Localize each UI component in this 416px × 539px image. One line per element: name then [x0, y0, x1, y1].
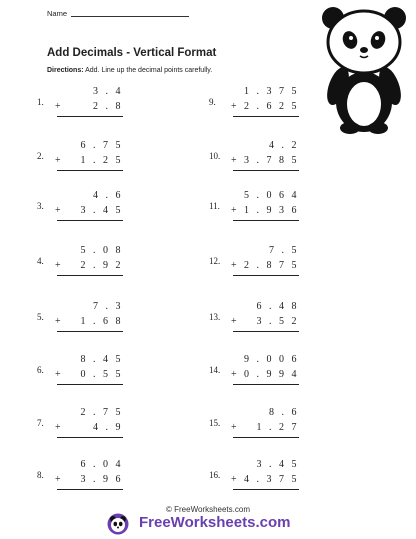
problem-number: 14.: [209, 365, 221, 375]
addend-top: 8 . 6: [269, 407, 299, 418]
addend-bottom: 2 . 8: [93, 101, 123, 112]
addend-bottom: 1 . 2 7: [256, 422, 299, 433]
addend-top: 6 . 7 5: [80, 140, 123, 151]
name-blank-line: [71, 16, 189, 17]
problem-number: 8.: [37, 470, 44, 480]
problem-4: [37, 243, 197, 283]
addend-top: 2 . 7 5: [80, 407, 123, 418]
addend-bottom: 2 . 8 7 5: [244, 260, 299, 271]
name-field: [47, 9, 189, 18]
footer-brand[interactable]: [107, 513, 307, 535]
brand-name: FreeWorksheets.com: [139, 514, 291, 531]
problem-number: 9.: [209, 97, 216, 107]
answer-line: [57, 275, 123, 276]
problem-16: [209, 457, 369, 497]
problem-7: [37, 405, 197, 445]
answer-line: [57, 437, 123, 438]
directions-text: Add. Line up the decimal points carefully.: [85, 67, 213, 74]
addend-bottom: 1 . 9 3 6: [244, 205, 299, 216]
addend-top: 6 . 4 8: [256, 301, 299, 312]
addend-bottom: 3 . 7 8 5: [244, 155, 299, 166]
problem-number: 3.: [37, 201, 44, 211]
plus-sign: +: [231, 422, 237, 433]
problem-1: [37, 84, 197, 124]
addend-top: 3 . 4 5: [256, 459, 299, 470]
problem-number: 2.: [37, 151, 44, 161]
addend-top: 5 . 0 8: [80, 245, 123, 256]
copyright-text: © FreeWorksheets.com: [166, 505, 250, 514]
addend-top: 7 . 3: [93, 301, 123, 312]
answer-line: [233, 437, 299, 438]
addend-bottom: 3 . 4 5: [80, 205, 123, 216]
answer-line: [233, 116, 299, 117]
problem-number: 7.: [37, 418, 44, 428]
answer-line: [57, 116, 123, 117]
addend-bottom: 0 . 9 9 4: [244, 369, 299, 380]
plus-sign: +: [55, 260, 61, 271]
problem-number: 13.: [209, 312, 221, 322]
addend-bottom: 3 . 9 6: [80, 474, 123, 485]
addend-top: 9 . 0 0 6: [244, 354, 299, 365]
problem-number: 1.: [37, 97, 44, 107]
plus-sign: +: [55, 474, 61, 485]
plus-sign: +: [55, 369, 61, 380]
panda-logo-icon: [107, 513, 129, 535]
addend-top: 4 . 2: [269, 140, 299, 151]
problem-12: [209, 243, 369, 283]
plus-sign: +: [231, 205, 237, 216]
plus-sign: +: [231, 369, 237, 380]
problem-number: 15.: [209, 418, 221, 428]
problem-number: 12.: [209, 256, 221, 266]
plus-sign: +: [231, 260, 237, 271]
addend-top: 8 . 4 5: [80, 354, 123, 365]
plus-sign: +: [55, 205, 61, 216]
problem-6: [37, 352, 197, 392]
problem-2: [37, 138, 197, 178]
answer-line: [57, 331, 123, 332]
worksheet-title: Add Decimals - Vertical Format: [47, 47, 217, 59]
addend-bottom: 4 . 9: [93, 422, 123, 433]
plus-sign: +: [231, 101, 237, 112]
addend-bottom: 3 . 5 2: [256, 316, 299, 327]
plus-sign: +: [231, 474, 237, 485]
answer-line: [233, 331, 299, 332]
plus-sign: +: [231, 155, 237, 166]
plus-sign: +: [231, 316, 237, 327]
problem-number: 10.: [209, 151, 221, 161]
answer-line: [57, 489, 123, 490]
problem-number: 4.: [37, 256, 44, 266]
addend-top: 1 . 3 7 5: [244, 86, 299, 97]
addend-bottom: 1 . 2 5: [80, 155, 123, 166]
addend-top: 5 . 0 6 4: [244, 190, 299, 201]
problem-number: 5.: [37, 312, 44, 322]
problem-9: [209, 84, 369, 124]
plus-sign: +: [55, 422, 61, 433]
problem-10: [209, 138, 369, 178]
answer-line: [233, 275, 299, 276]
problem-number: 16.: [209, 470, 221, 480]
answer-line: [57, 384, 123, 385]
addend-top: 3 . 4: [93, 86, 123, 97]
problem-number: 11.: [209, 201, 220, 211]
problem-15: [209, 405, 369, 445]
addend-bottom: 2 . 9 2: [80, 260, 123, 271]
answer-line: [57, 170, 123, 171]
directions-label: Directions:: [47, 67, 84, 74]
problem-3: [37, 188, 197, 228]
addend-bottom: 1 . 6 8: [80, 316, 123, 327]
plus-sign: +: [55, 101, 61, 112]
addend-bottom: 0 . 5 5: [80, 369, 123, 380]
problem-11: [209, 188, 369, 228]
answer-line: [233, 384, 299, 385]
problem-number: 6.: [37, 365, 44, 375]
answer-line: [233, 170, 299, 171]
answer-line: [233, 220, 299, 221]
plus-sign: +: [55, 155, 61, 166]
addend-bottom: 4 . 3 7 5: [244, 474, 299, 485]
problem-5: [37, 299, 197, 339]
problem-14: [209, 352, 369, 392]
addend-top: 7 . 5: [269, 245, 299, 256]
problem-8: [37, 457, 197, 497]
plus-sign: +: [55, 316, 61, 327]
problem-13: [209, 299, 369, 339]
answer-line: [233, 489, 299, 490]
addend-top: 4 . 6: [93, 190, 123, 201]
directions: [47, 67, 212, 74]
addend-top: 6 . 0 4: [80, 459, 123, 470]
name-label: Name: [47, 9, 68, 18]
addend-bottom: 2 . 6 2 5: [244, 101, 299, 112]
answer-line: [57, 220, 123, 221]
